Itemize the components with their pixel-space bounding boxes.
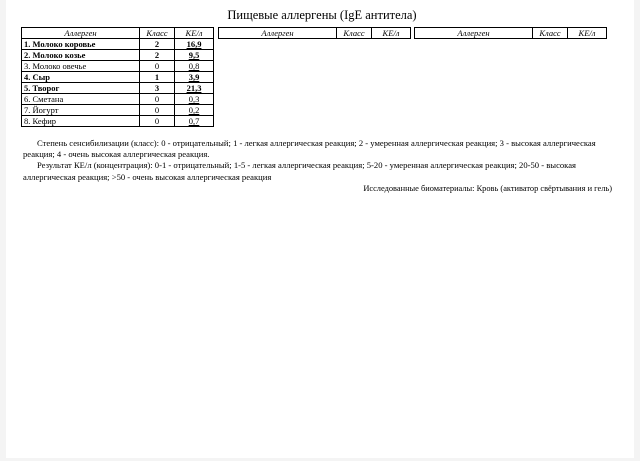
allergen-class: 3 bbox=[140, 83, 175, 94]
table-row bbox=[22, 94, 214, 105]
result-legend: Результат КЕ/л (концентрация): 0-1 - отрицательный; 1-5 - легкая аллергическая реакция; 5-20 - умеренная аллергическая реакция; 20-50 - высокая аллергическая реакция; >50 - очень высокая аллергическая реакция bbox=[23, 160, 576, 182]
allergen-name: 5. Творог bbox=[22, 83, 140, 94]
header-class: Класс bbox=[140, 28, 175, 39]
allergen-ke: 9,5 bbox=[175, 50, 214, 61]
table-row bbox=[22, 116, 214, 127]
table-header-row bbox=[22, 28, 214, 39]
allergen-class: 2 bbox=[140, 39, 175, 50]
table-row bbox=[22, 105, 214, 116]
allergen-name: 1. Молоко коровье bbox=[22, 39, 140, 50]
allergen-class: 2 bbox=[140, 50, 175, 61]
allergen-class: 0 bbox=[140, 105, 175, 116]
allergen-name: 3. Молоко овечье bbox=[22, 61, 140, 72]
allergen-table-3 bbox=[414, 27, 607, 39]
header-allergen: Аллерген bbox=[415, 28, 533, 39]
allergen-name: 8. Кефир bbox=[22, 116, 140, 127]
allergen-class: 0 bbox=[140, 116, 175, 127]
header-class: Класс bbox=[533, 28, 568, 39]
allergen-ke: 0,3 bbox=[175, 94, 214, 105]
header-ke: КЕ/л bbox=[568, 28, 607, 39]
table-header-row bbox=[219, 28, 411, 39]
allergen-ke: 0,7 bbox=[175, 116, 214, 127]
allergen-ke: 16,9 bbox=[175, 39, 214, 50]
allergen-class: 0 bbox=[140, 94, 175, 105]
page-title: Пищевые аллергены (IgE антитела) bbox=[227, 8, 417, 22]
allergen-class: 0 bbox=[140, 61, 175, 72]
allergen-class: 1 bbox=[140, 72, 175, 83]
header-allergen: Аллерген bbox=[219, 28, 337, 39]
table-row bbox=[22, 39, 214, 50]
allergen-name: 7. Йогурт bbox=[22, 105, 140, 116]
allergen-ke: 3,9 bbox=[175, 72, 214, 83]
header-ke: КЕ/л bbox=[372, 28, 411, 39]
allergen-table-2 bbox=[218, 27, 411, 39]
allergen-ke: 21,3 bbox=[175, 83, 214, 94]
table-row bbox=[22, 72, 214, 83]
table-row bbox=[22, 50, 214, 61]
allergen-table-1 bbox=[21, 27, 214, 127]
biomaterials-note: Исследованные биоматериалы: Кровь (активатор свёртывания и гель) bbox=[363, 184, 612, 193]
allergen-name: 4. Сыр bbox=[22, 72, 140, 83]
header-allergen: Аллерген bbox=[22, 28, 140, 39]
allergen-name: 2. Молоко козье bbox=[22, 50, 140, 61]
sensitization-legend: Степень сенсибилизации (класс): 0 - отрицательный; 1 - легкая аллергическая реакция; 2 - умеренная аллергическая реакция; 3 - высокая аллергическая реакция; 4 - очень высокая аллергическая реакция. bbox=[23, 138, 596, 160]
table-header-row bbox=[415, 28, 607, 39]
table-row bbox=[22, 61, 214, 72]
report-page bbox=[6, 0, 634, 458]
allergen-ke: 0,8 bbox=[175, 61, 214, 72]
legend-notes bbox=[23, 138, 623, 183]
table-row bbox=[22, 83, 214, 94]
header-class: Класс bbox=[337, 28, 372, 39]
allergen-name: 6. Сметана bbox=[22, 94, 140, 105]
header-ke: КЕ/л bbox=[175, 28, 214, 39]
allergen-ke: 0,2 bbox=[175, 105, 214, 116]
